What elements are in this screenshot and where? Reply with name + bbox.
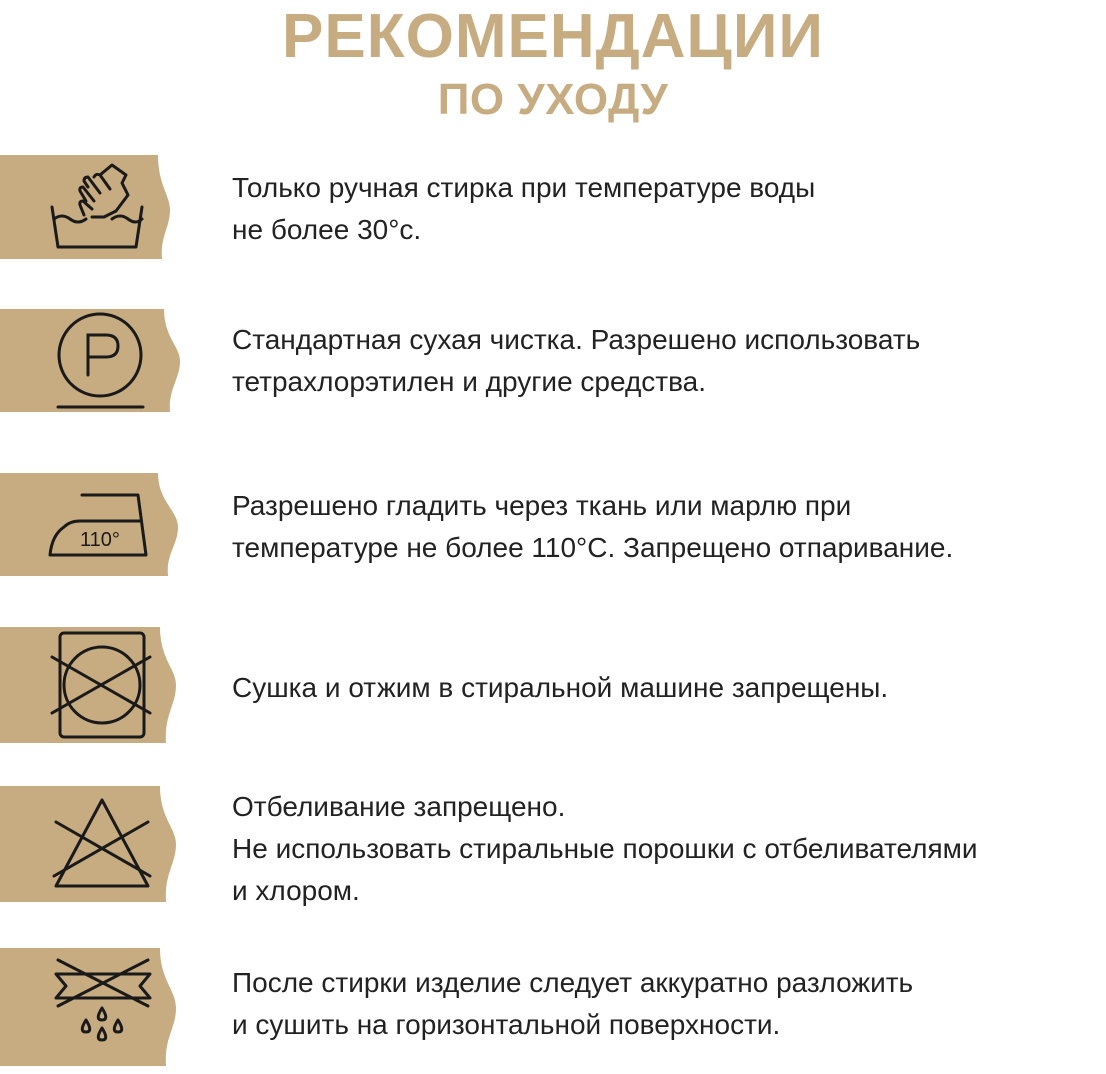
care-item-iron — [0, 473, 1106, 576]
page-subtitle: ПО УХОДУ — [437, 75, 669, 124]
page-title: РЕКОМЕНДАЦИИ — [282, 2, 824, 71]
care-item-text: Отбеливание запрещено. Не использовать стиральные порошки с отбеливателями и хлором. — [232, 791, 978, 906]
flat-dry-icon — [0, 948, 176, 1066]
care-item-text: После стирки изделие следует аккуратно разложить и сушить на горизонтальной поверхности. — [232, 967, 914, 1040]
hand-wash-icon — [0, 155, 170, 259]
care-item-text: Разрешено гладить через ткань или марлю при температуре не более 110°С. Запрещено отпаривание. — [232, 490, 954, 563]
no-tumble-dry-icon — [0, 627, 176, 743]
no-bleach-icon — [0, 786, 176, 902]
svg-text:110°: 110° — [80, 529, 120, 551]
dry-clean-p-icon — [0, 309, 180, 412]
care-item-dry-clean — [0, 309, 1106, 412]
care-item-no-bleach — [0, 786, 1106, 906]
care-item-no-tumble-dry — [0, 627, 1106, 743]
iron-icon — [0, 473, 178, 576]
care-item-text: Стандартная сухая чистка. Разрешено использовать тетрахлорэтилен и другие средства. — [232, 324, 921, 397]
care-item-text: Сушка и отжим в стиральной машине запрещены. — [232, 672, 889, 703]
care-item-text: Только ручная стирка при температуре воды не более 30°с. — [232, 172, 816, 245]
care-item-flat-dry — [0, 948, 1106, 1066]
care-item-hand-wash — [0, 155, 1106, 259]
